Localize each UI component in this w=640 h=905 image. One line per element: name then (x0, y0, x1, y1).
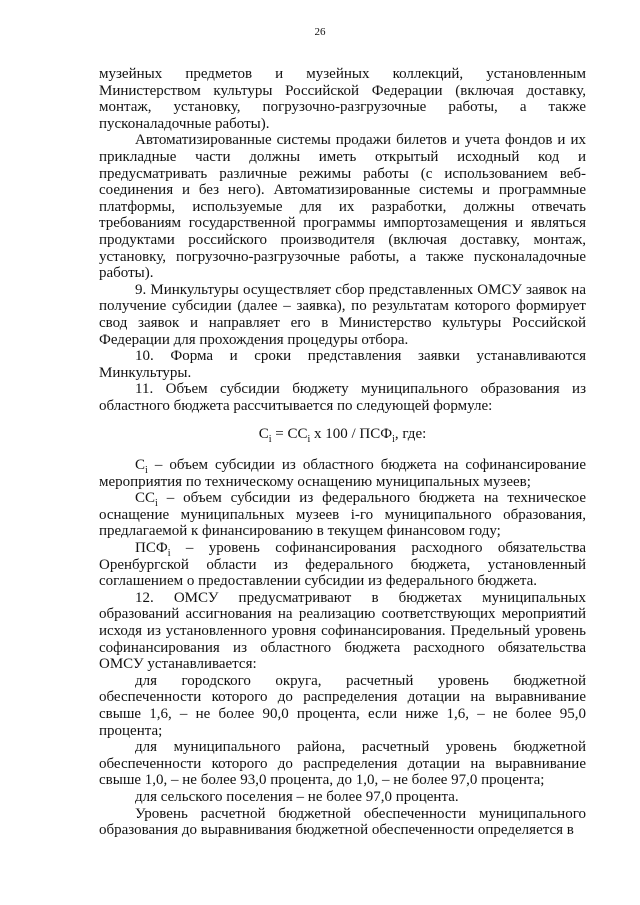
definition-symbol-sub: i (155, 498, 158, 510)
paragraph-municipal-district: для муниципального района, расчетный уровень бюджетной обеспеченности которого до распределения дотации на выравнивание свыше 1,0, – не более 93,0 процента, до 1,0, – не более 97,0 процента; (99, 739, 586, 789)
definition-text: – объем субсидии из областного бюджета на софинансирование мероприятия по техническому оснащению муниципальных музеев; (99, 457, 586, 490)
page-number: 26 (314, 26, 326, 38)
definition-symbol: ПСФ (135, 540, 168, 557)
paragraph-12: 12. ОМСУ предусматривают в бюджетах муниципальных образований ассигнования на реализацию соответствующих мероприятий исходя из установленного уровня софинансирования. Предельный уровень софинансирования из областного бюджета расходного обязательства ОМСУ устанавливается: (99, 589, 586, 673)
document-body (99, 66, 586, 839)
paragraph-10: 10. Форма и сроки представления заявки устанавливаются Минкультуры. (99, 348, 586, 381)
formula-lhs-sub: i (268, 434, 272, 446)
definition-text: – объем субсидии из федерального бюджета на техническое оснащение муниципальных музеев i-го муниципального образования, предлагаемой к финансированию в текущем финансовом году; (99, 490, 586, 540)
definition-symbol-sub: i (145, 465, 148, 477)
formula-tail: , где: (394, 426, 427, 443)
definition-psfi (99, 540, 586, 590)
definition-ci (99, 457, 586, 490)
paragraph-city-district: для городского округа, расчетный уровень бюджетной обеспеченности которого до распределения дотации на выравнивание свыше 1,6, – не более 90,0 процента, если ниже 1,6, – не более 95,0 процента; (99, 672, 586, 739)
subsidy-formula (99, 426, 586, 446)
paragraph-rural-settlement: для сельского поселения – не более 97,0 процента. (135, 788, 459, 805)
formula-lhs: С (258, 426, 269, 443)
formula-rest: х 100 / ПСФ (310, 426, 393, 443)
paragraph-budget-level: Уровень расчетной бюджетной обеспеченности муниципального образования до выравнивания бюджетной обеспеченности определяется в (99, 805, 586, 839)
definition-cci (99, 490, 586, 540)
formula-middle: = СС (271, 426, 308, 443)
paragraph-9: 9. Минкультуры осуществляет сбор представленных ОМСУ заявок на получение субсидии (далее – заявка), по результатам которого формирует свод заявок и направляет его в Министерство культуры Российской Федерации для прохождения процедуры отбора. (99, 281, 586, 348)
formula-rest-sub: i (392, 434, 395, 446)
definition-symbol: СС (135, 490, 156, 507)
definition-text: – уровень софинансирования расходного обязательства Оренбургской области из федерального бюджета, установленный соглашением о предоставлении субсидии из федерального бюджета. (99, 540, 586, 590)
formula-middle-sub: i (307, 434, 311, 446)
definition-symbol: С (135, 457, 146, 474)
definition-symbol-sub: i (167, 548, 171, 560)
paragraph-automation-systems: Автоматизированные системы продажи билетов и учета фондов и их прикладные части должны иметь открытый исходный код и предусматривать различные режимы работы (с использованием веб-соединения и без него). Автоматизированные системы и программные платформы, используемые для их разработки, должны отвечать требованиям государственной программы импортозамещения и являться продуктами российского производителя (включая доставку, монтаж, установку, погрузочно-разгрузочные работы, а также пусконаладочные работы). (99, 132, 586, 282)
paragraph-continuation: музейных предметов и музейных коллекций, установленным Министерством культуры Российской Федерации (включая доставку, монтаж, установку, погрузочно-разгрузочные работы, а также пусконаладочные работы). (99, 66, 586, 132)
paragraph-11: 11. Объем субсидии бюджету муниципального образования из областного бюджета рассчитывается по следующей формуле: (99, 381, 586, 414)
